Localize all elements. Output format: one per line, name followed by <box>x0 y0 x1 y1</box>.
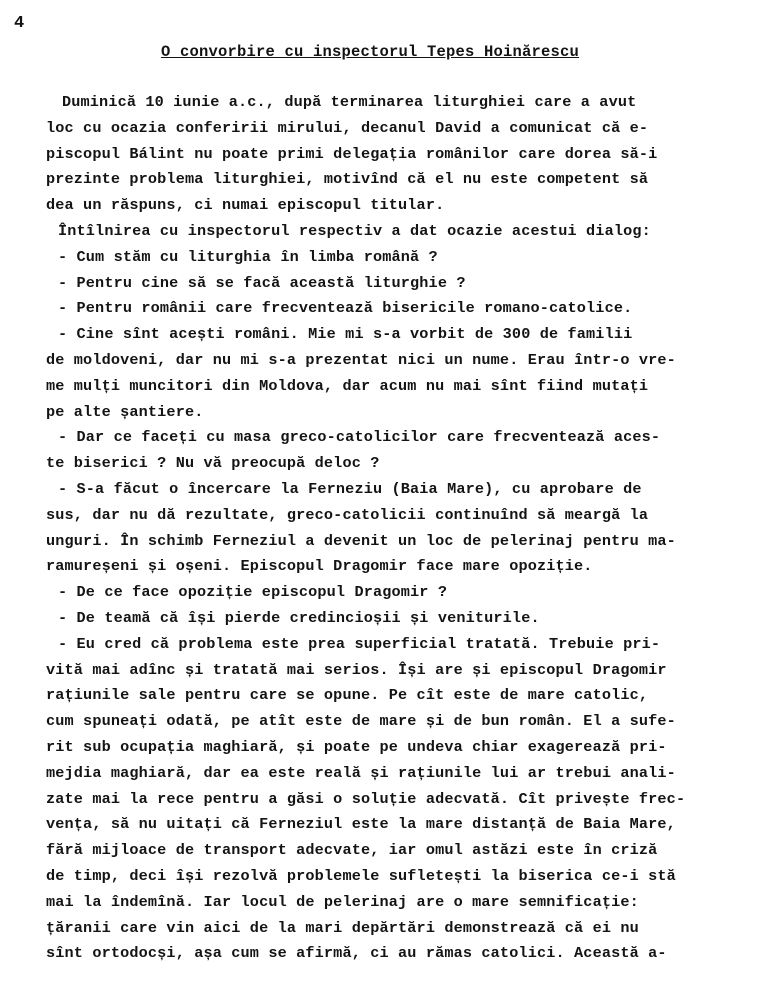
text-line: vită mai adînc și tratată mai serios. Își are și episcopul Dragomir <box>46 660 667 679</box>
document-title: O convorbire cu inspectorul Tepes Hoinărescu <box>160 43 580 61</box>
dialog-line: - Pentru cine să se facă această liturghie ? <box>58 273 466 292</box>
text-line: unguri. În schimb Ferneziul a devenit un loc de pelerinaj pentru ma- <box>46 531 676 550</box>
text-line: piscopul Bálint nu poate primi delegația românilor care dorea să-i <box>46 144 658 163</box>
text-line: de moldoveni, dar nu mi s-a prezentat nici un nume. Erau într-o vre- <box>46 350 676 369</box>
text-line: sus, dar nu dă rezultate, greco-catolicii continuînd să meargă la <box>46 505 649 524</box>
text-line: me mulți muncitori din Moldova, dar acum nu mai sînt fiind mutați <box>46 376 649 395</box>
text-line: sînt ortodocși, așa cum se afirmă, ci au rămas catolici. Această a- <box>46 944 667 963</box>
body-text <box>46 90 758 967</box>
dialog-line: - De ce face opoziție episcopul Dragomir ? <box>58 583 448 602</box>
text-line: ramureșeni și oșeni. Episcopul Dragomir face mare opoziție. <box>46 557 593 576</box>
dialog-line: - De teamă că își pierde credincioșii și veniturile. <box>58 608 540 627</box>
text-line: te biserici ? Nu vă preocupă deloc ? <box>46 454 380 473</box>
text-line: Duminică 10 iunie a.c., după terminarea liturghiei care a avut <box>62 93 637 111</box>
dialog-line: - Cum stăm cu liturghia în limba română ? <box>58 247 438 266</box>
text-line: loc cu ocazia conferirii mirului, decanul David a comunicat că e- <box>46 118 649 137</box>
text-line: vența, să nu uitați că Ferneziul este la mare distanță de Baia Mare, <box>46 815 676 834</box>
text-line: cum spuneați odată, pe atît este de mare și de bun român. El a sufe- <box>46 712 676 731</box>
text-line: prezinte problema liturghiei, motivînd că el nu este competent să <box>46 170 649 189</box>
text-line: țăranii care vin aici de la mari depărtări demonstrează că ei nu <box>46 918 639 937</box>
text-line: mai la îndemînă. Iar locul de pelerinaj are o mare semnificație: <box>46 892 639 911</box>
dialog-line: - Dar ce faceți cu masa greco-catolicilor care frecventează aces- <box>58 428 661 447</box>
text-line: zate mai la rece pentru a găsi o soluție adecvată. Cît privește frec- <box>46 789 686 808</box>
text-line: fără mijloace de transport adecvate, iar omul astăzi este în criză <box>46 841 658 860</box>
dialog-line: - S-a făcut o încercare la Ferneziu (Baia Mare), cu aprobare de <box>58 479 642 498</box>
text-line: Întîlnirea cu inspectorul respectiv a dat ocazie acestui dialog: <box>58 221 651 240</box>
text-line: rit sub ocupația maghiară, și poate pe undeva chiar exagerează pri- <box>46 737 667 756</box>
text-line: mejdia maghiară, dar ea este reală și rațiunile lui ar trebui anali- <box>46 763 676 782</box>
text-line: dea un răspuns, ci numai episcopul titular. <box>46 196 445 215</box>
dialog-line: - Pentru românii care frecventează bisericile romano-catolice. <box>58 299 633 318</box>
dialog-line: - Cine sînt acești români. Mie mi s-a vorbit de 300 de familii <box>58 325 633 344</box>
page-number: 4 <box>14 14 25 33</box>
text-line: rațiunile sale pentru care se opune. Pe cît este de mare catolic, <box>46 686 649 705</box>
text-line: pe alte șantiere. <box>46 402 204 421</box>
dialog-line: - Eu cred că problema este prea superficial tratată. Trebuie pri- <box>58 634 661 653</box>
text-line: de timp, deci își rezolvă problemele sufletești la biserica ce-i stă <box>46 866 676 885</box>
